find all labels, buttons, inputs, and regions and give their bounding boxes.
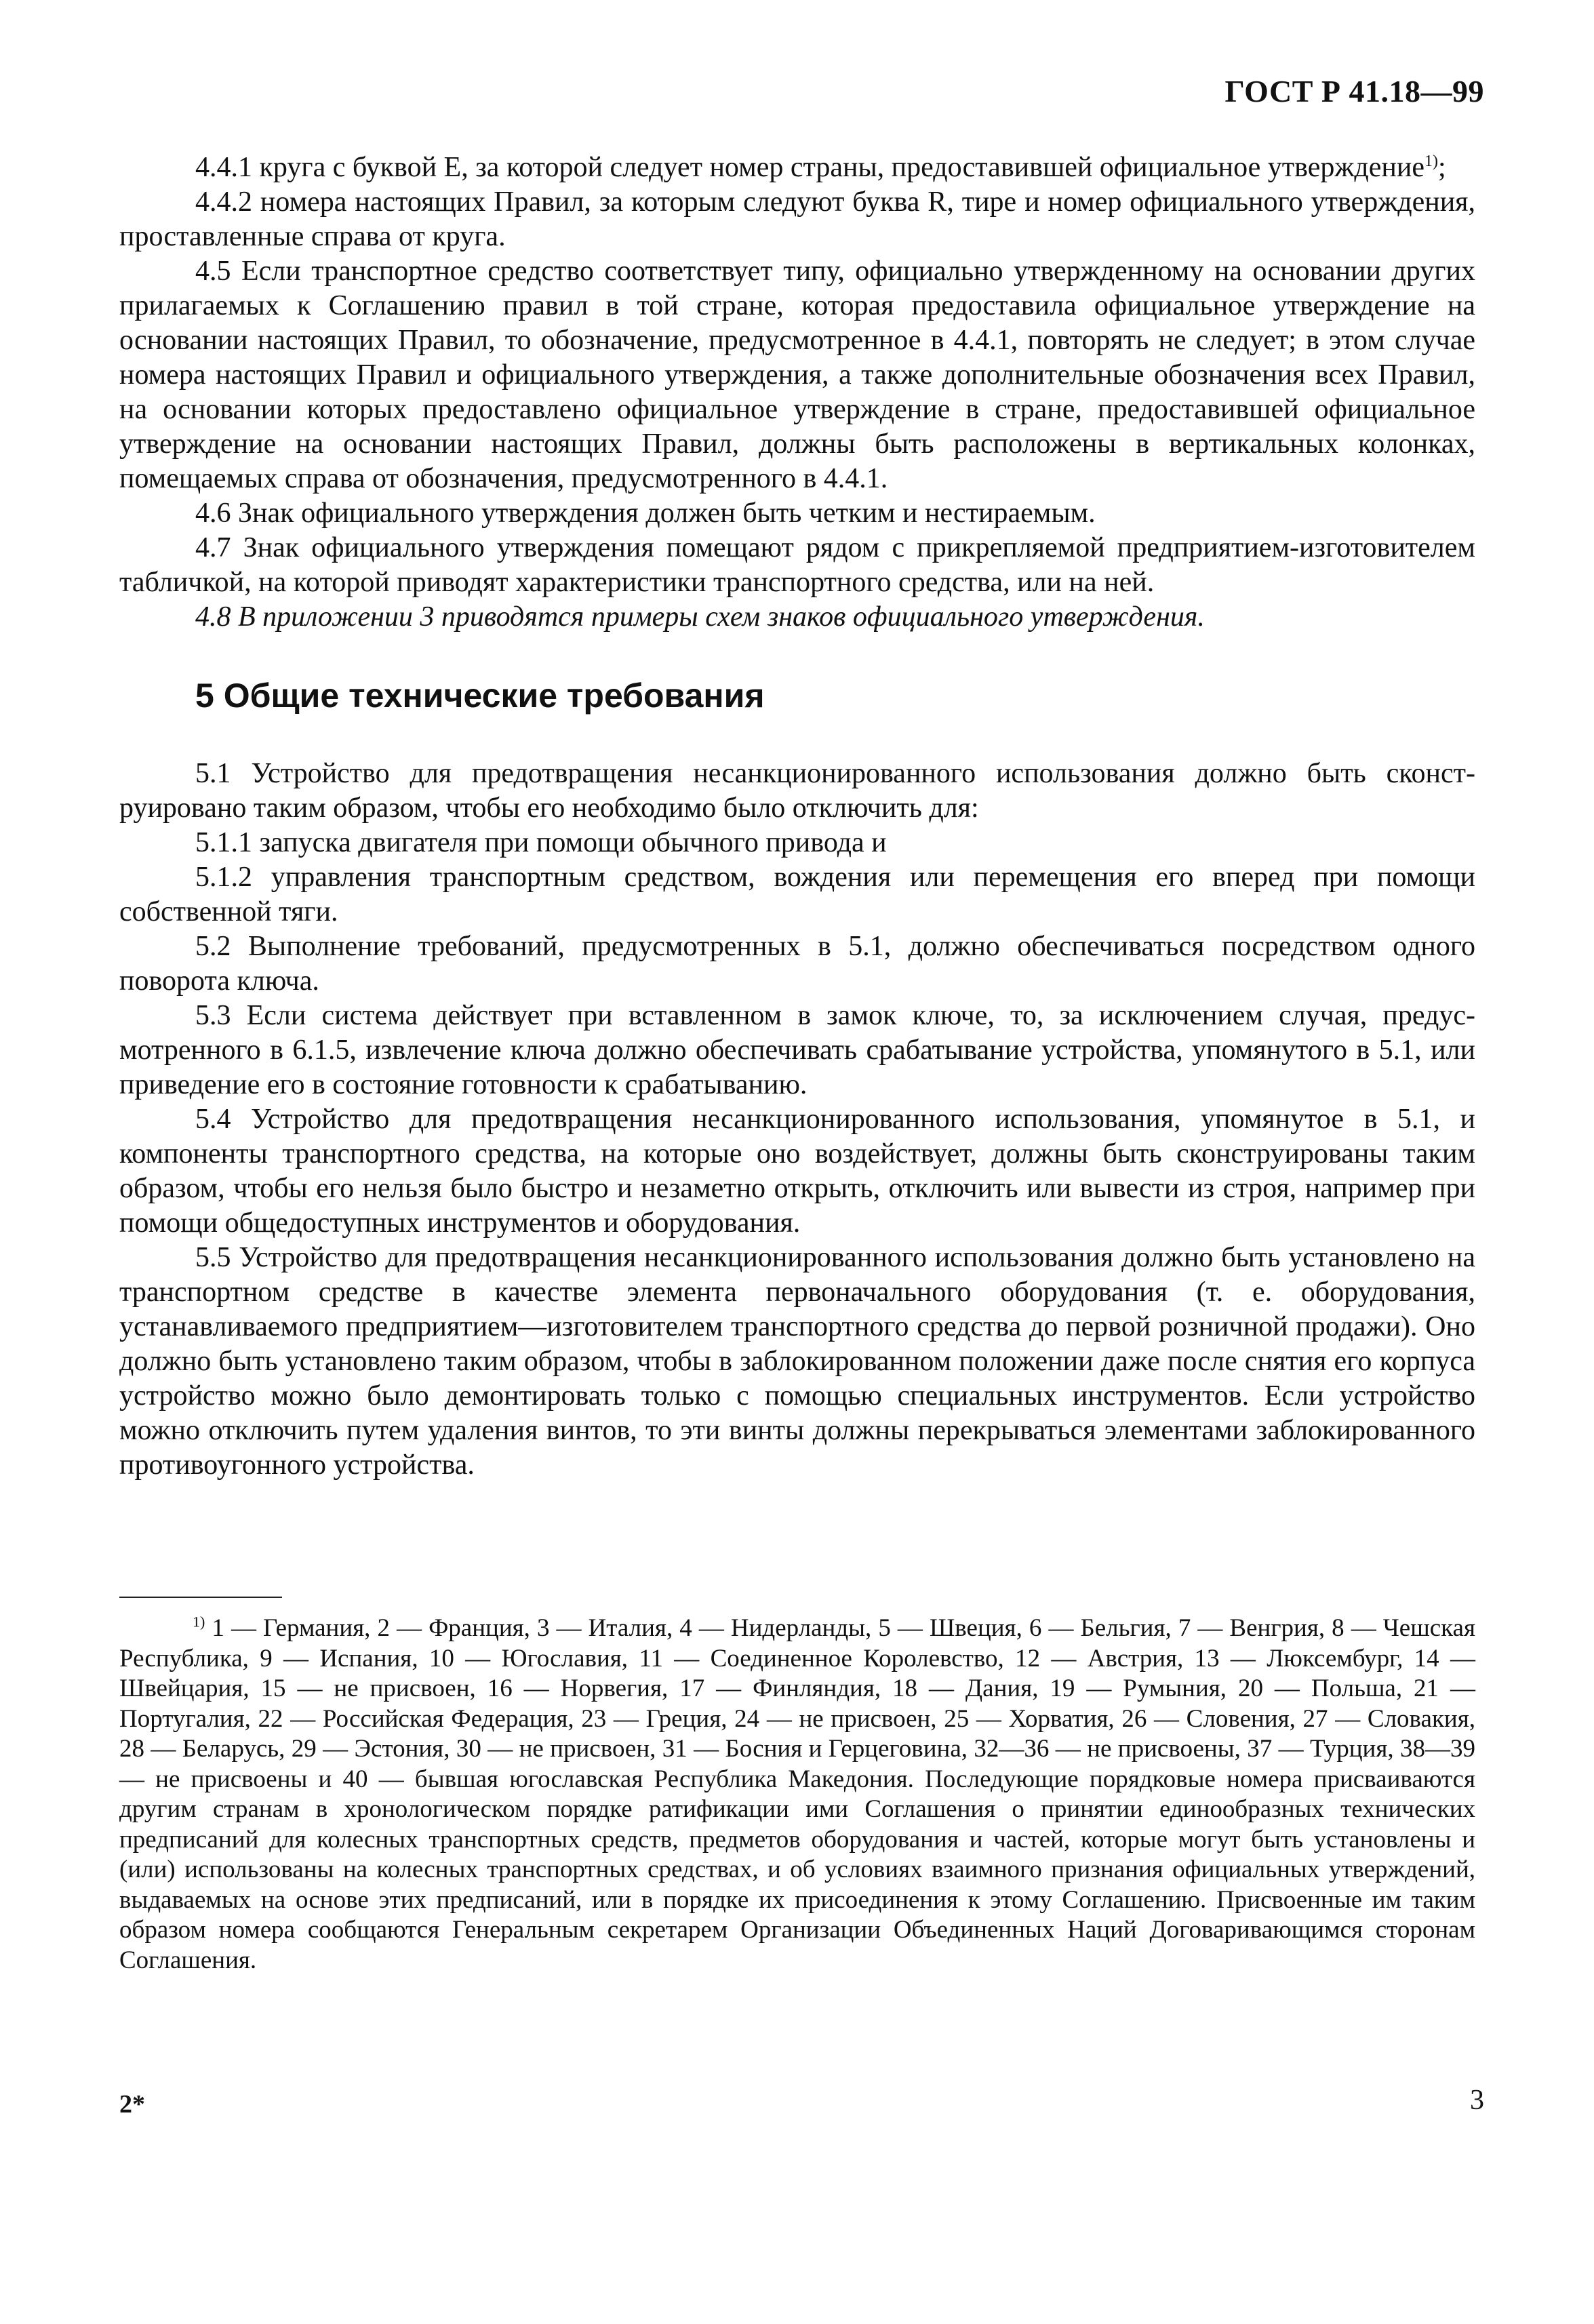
paragraph-5-1-1: 5.1.1 запуска двигателя при помощи обычного привода и	[195, 827, 887, 858]
document-code-header: ГОСТ Р 41.18—99	[1224, 74, 1484, 108]
paragraph-4-8	[119, 600, 1475, 635]
footnote-text: 1 — Германия, 2 — Франция, 3 — Италия, 4 — Нидерланды, 5 — Швеция, 6 — Бельгия, 7 — Венгрия, 8 — Чешская Республика, 9 — Испания, 10 — Югославия, 11 — Соединенное Королевство, 12 — Австрия, 13 — Люксембург, 14 — Швейцария, 15 — не присвоен, 16 — Норвегия, 17 — Финляндия, 18 — Дания, 19 — Румыния, 20 — Польша, 21 — Португалия, 22 — Российская Федерация, 23 — Греция, 24 — не присвоен, 25 — Хорватия, 26 — Словения, 27 — Словакия, 28 — Беларусь, 29 — Эстония, 30 — не присвоен, 31 — Босния и Герцеговина, 32—36 — не присвоены, 37 — Турция, 38—39 — не присвоены и 40 — бывшая югославская Республика Македония. Последующие порядковые номера присваиваются другим странам в хронологическом порядке ратификации ими Соглашения о принятии единообразных технических предписаний для колесных транспортных средств, предметов оборудования и частей, которые могут быть установлены и (или) использованы на колесных транспортных средствах, и об условиях взаимного признания официальных утверждений, выдаваемых на основе этих предписаний, или в порядке их присоединения к этому Соглашению. Присвоенные им таким образом номера сообщаются Генеральным секретарем Организации Объединенных Наций Договаривающимся сторонам Соглашения.	[119, 1614, 1475, 1974]
paragraph-text: 4.8 В приложении 3 приводятся примеры схем знаков официального утверждения.	[195, 601, 1205, 633]
paragraph-4-4-2: 4.4.2 номера настоящих Правил, за которым следуют буква R, тире и номер официального утверждения, проставленные справа от круга.	[119, 186, 1475, 252]
paragraph-4-5: 4.5 Если транспортное средство соответствует типу, официально утвержденному на основании других прилагаемых к Соглашению правил в той стране, которая предоставила официальное утверждение на основании настоящих Правил, то обозначение, предусмотренное в 4.4.1, повторять не следует; в этом случае номера настоящих Правил и официального утверждения, а также дополнительные обозначения всех Правил, на основании которых предоставлено официальное утверждение в стране, предоставившей официальное утверждение на основании настоящих Правил, должны быть расположены в вертикальных колонках, помещаемых справа от обозначения, предусмотренного в 4.4.1.	[119, 256, 1475, 494]
paragraph-5-1-2: 5.1.2 управления транспортным средством, вождения или перемещения его вперед при помощи собственной тяги.	[119, 862, 1475, 927]
paragraph-5-1: 5.1 Устройство для предотвращения несанкционированного использования должно быть сконструировано таким образом, чтобы его необходимо было отключить для:	[119, 758, 1475, 824]
paragraph-4-6: 4.6 Знак официального утверждения должен быть четким и нестираемым.	[195, 498, 1096, 529]
paragraph-5-5: 5.5 Устройство для предотвращения несанкционированного использования должно быть установлено на транспортном средстве в качестве элемента первоначального оборудования (т. е. оборудования, устанавливаемого предприятием—изготовителем транспортного средства до первой розничной продажи). Оно должно быть установлено таким образом, чтобы в заблокированном положении даже после снятия его корпуса устройство можно было демонтировать только с помощью специальных инструментов. Если устройство можно отключить путем удаления винтов, то эти винты должны перекрываться элементами заблокированного противоугонного устройства.	[119, 1242, 1475, 1481]
paragraph-5-4: 5.4 Устройство для предотвращения несанкционированного использования, упомянутое в 5.1, и компоненты транспортного средства, на которые оно воздействует, должны быть сконструированы таким образом, чтобы его нельзя было быстро и незаметно открыть, отключить или вывести из строя, например при помощи общедоступных инструментов и оборудования.	[119, 1104, 1475, 1239]
paragraph-punctuation: ;	[1438, 152, 1446, 183]
footnote-separator	[119, 1597, 282, 1598]
paragraph-5-3: 5.3 Если система действует при вставленном в замок ключе, то, за исключением случая, предусмотренного в 6.1.5, извлечение ключа должно обеспечивать срабатывание устройства, упомянутого в 5.1, или приведение его в состояние готовности к срабатыванию.	[119, 1000, 1475, 1100]
page-number: 3	[1470, 2085, 1484, 2116]
document-body	[119, 151, 1475, 1483]
signature-mark: 2*	[119, 2090, 145, 2119]
section-title: 5 Общие технические требования	[195, 677, 765, 715]
footnote	[119, 1614, 1475, 1976]
paragraph-5-2: 5.2 Выполнение требований, предусмотренных в 5.1, должно обеспечиваться посредством одного поворота ключа.	[119, 931, 1475, 997]
footnote-marker: 1)	[193, 1613, 205, 1630]
paragraph-text: 4.4.1 круга с буквой Е, за которой следует номер страны, предоставившей официальное утверждение	[195, 152, 1425, 183]
footnote-reference: 1)	[1424, 153, 1439, 170]
paragraph-4-4-1	[119, 151, 1475, 185]
paragraph-4-7: 4.7 Знак официального утверждения помещают рядом с прикрепляемой предприятием-изготовителем табличкой, на которой приводят характеристики транспортного средства, или на ней.	[119, 532, 1475, 598]
